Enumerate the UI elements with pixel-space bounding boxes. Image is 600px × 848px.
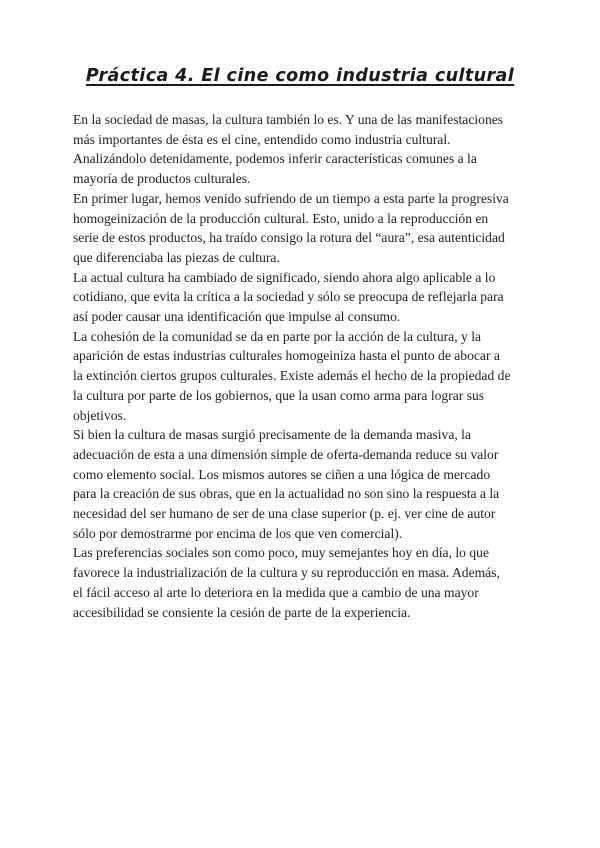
text-line: adecuación de esta a una dimensión simple de oferta-demanda reduce su valor <box>73 446 499 462</box>
paragraph <box>73 543 533 622</box>
text-line: sólo por demostrarme por encima de los que ven comercial). <box>73 525 403 541</box>
text-line: que diferenciaba las piezas de cultura. <box>73 249 280 265</box>
paragraph <box>73 268 533 327</box>
text-line: mayoría de productos culturales. <box>73 171 251 187</box>
text-line: accesibilidad se consiente la cesión de parte de la experiencia. <box>73 604 411 620</box>
text-line: así poder causar una identificación que impulse al consumo. <box>73 309 401 325</box>
text-line: La actual cultura ha cambiado de significado, siendo ahora algo aplicable a lo <box>73 269 496 285</box>
text-line: La cohesión de la comunidad se da en parte por la acción de la cultura, y la <box>73 328 482 344</box>
text-line: homogeinización de la producción cultural. Esto, unido a la reproducción en <box>73 210 489 226</box>
text-line: como elemento social. Los mismos autores se ciñen a una lógica de mercado <box>73 466 491 482</box>
text-line: cotidiano, que evita la crítica a la sociedad y sólo se preocupa de reflejarla para <box>73 289 504 305</box>
text-line: favorece la industrialización de la cultura y su reproducción en masa. Además, <box>73 565 500 581</box>
paragraph <box>73 110 533 189</box>
paragraph <box>73 327 533 426</box>
text-line: Si bien la cultura de masas surgió precisamente de la demanda masiva, la <box>73 427 471 443</box>
text-line: para la creación de sus obras, que en la actualidad no son sino la respuesta a la <box>73 486 500 502</box>
text-line: Las preferencias sociales son como poco, muy semejantes hoy en día, lo que <box>73 545 489 561</box>
text-line: la cultura por parte de los gobiernos, que la usan como arma para lograr sus <box>73 387 485 403</box>
text-line: el fácil acceso al arte lo deteriora en la medida que a cambio de una mayor <box>73 584 479 600</box>
text-line: serie de estos productos, ha traído consigo la rotura del “aura”, esa autenticidad <box>73 230 505 246</box>
paragraph <box>73 189 533 268</box>
text-line: la extinción ciertos grupos culturales. Existe además el hecho de la propiedad de <box>73 368 511 384</box>
text-line: objetivos. <box>73 407 127 423</box>
text-line: aparición de estas industrias culturales homogeiniza hasta el punto de abocar a <box>73 348 500 364</box>
text-line: En la sociedad de masas, la cultura también lo es. Y una de las manifestaciones <box>73 112 504 127</box>
document-title: Práctica 4. El cine como industria cultural <box>85 66 515 86</box>
text-line: Analizándolo detenidamente, podemos inferir características comunes a la <box>73 151 477 167</box>
text-line: más importantes de ésta es el cine, entendido como industria cultural. <box>73 131 451 147</box>
paragraph <box>73 425 533 543</box>
text-line: En primer lugar, hemos venido sufriendo de un tiempo a esta parte la progresiva <box>73 190 509 206</box>
text-line: necesidad del ser humano de ser de una clase superior (p. ej. ver cine de autor <box>73 506 496 522</box>
document-body <box>73 110 533 622</box>
